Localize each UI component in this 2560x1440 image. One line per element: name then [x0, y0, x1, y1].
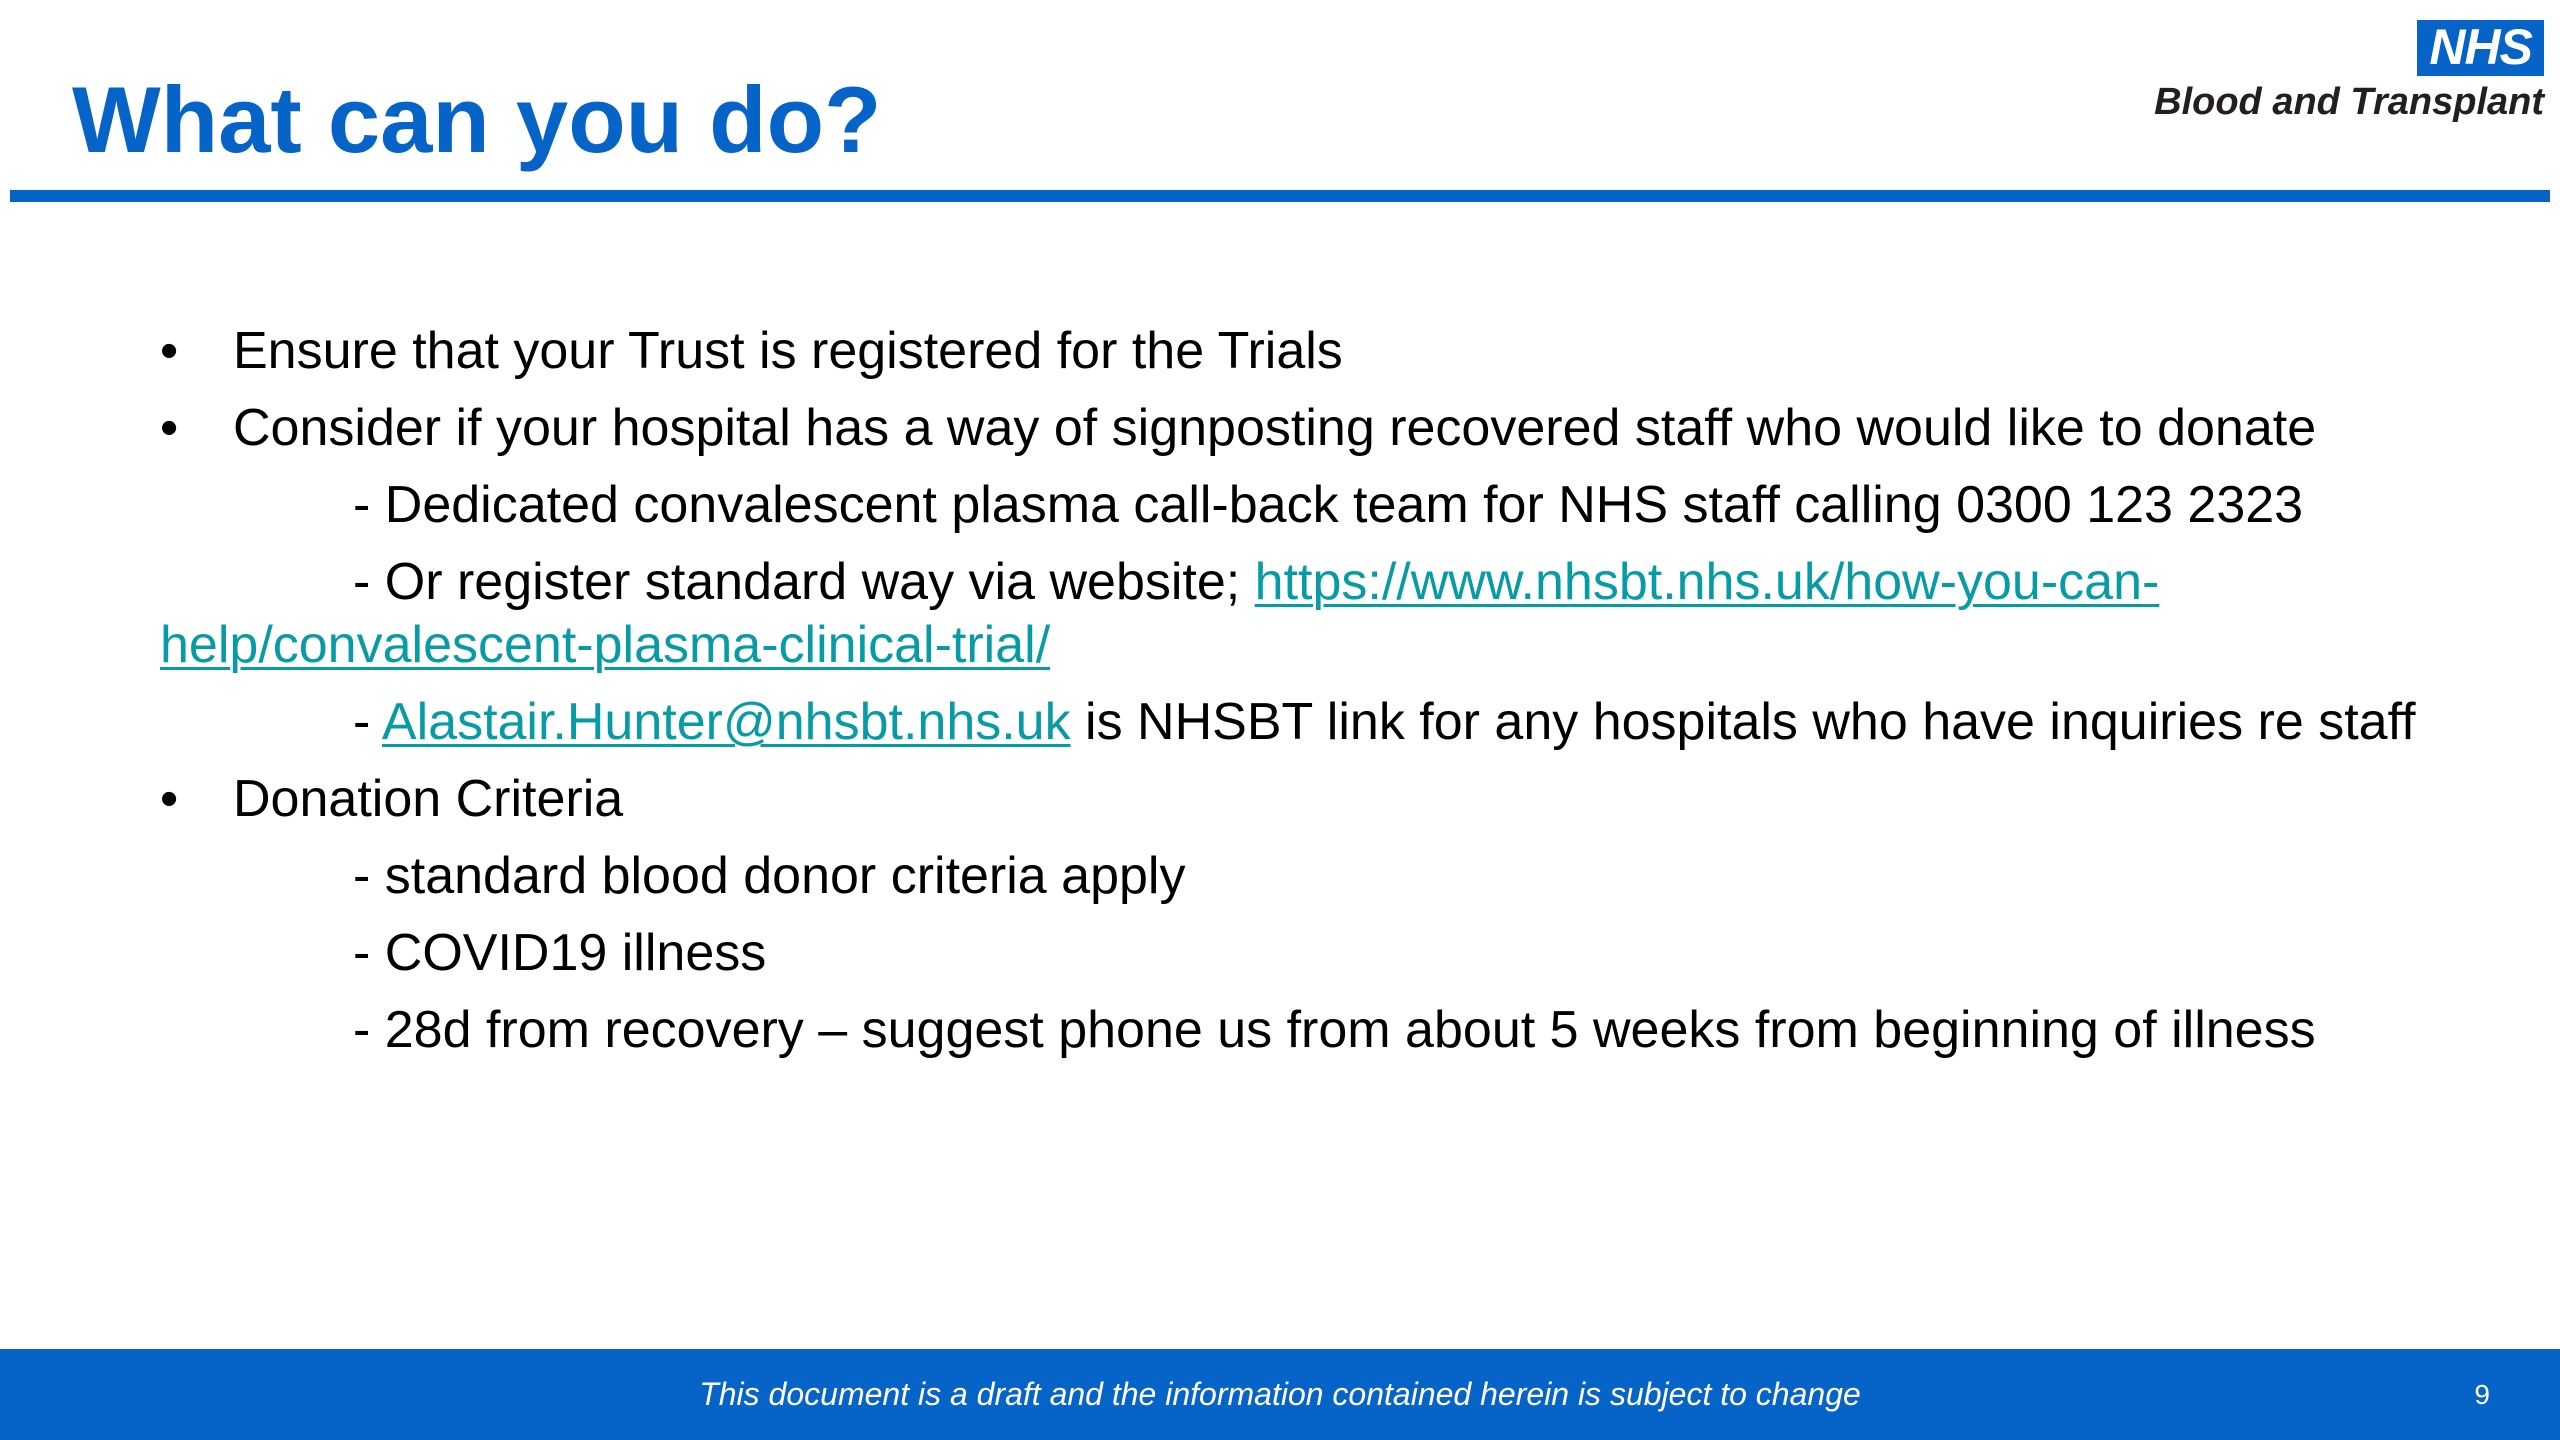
- plasma-trial-link-continued[interactable]: help/convalescent-plasma-clinical-trial/: [160, 616, 1051, 674]
- logo-subtitle: Blood and Transplant: [2154, 81, 2544, 123]
- bullet-item: [160, 761, 2560, 838]
- bullet-item: [160, 390, 2560, 467]
- bullet-text: Ensure that your Trust is registered for the Trials: [233, 322, 1343, 380]
- nhs-logo-badge: NHS: [2417, 20, 2544, 76]
- nhs-blood-and-transplant-logo: [2154, 20, 2544, 124]
- footer-bar: [0, 1349, 2560, 1440]
- bullet-text: Consider if your hospital has a way of signposting recovered staff who would like to donate: [233, 399, 2317, 457]
- sub-item: [353, 684, 2560, 761]
- page-number: 9: [2474, 1379, 2490, 1410]
- plasma-trial-link[interactable]: https://www.nhsbt.nhs.uk/how-you-can-: [1254, 553, 2160, 611]
- draft-disclaimer: This document is a draft and the information contained herein is subject to change: [699, 1376, 1861, 1412]
- sub-item: - standard blood donor criteria apply: [353, 847, 1186, 905]
- contact-email-link[interactable]: Alastair.Hunter@nhsbt.nhs.uk: [381, 693, 1071, 751]
- bullet-dot: •: [160, 399, 179, 457]
- slide-content: [160, 313, 2560, 1069]
- slide-title: What can you do?: [72, 67, 882, 172]
- sub-item: - Dedicated convalescent plasma call-back team for NHS staff calling 0300 123 2323: [353, 476, 2304, 534]
- bullet-dot: •: [160, 322, 179, 380]
- sub-item: - 28d from recovery – suggest phone us from about 5 weeks from beginning of illness: [353, 1001, 2316, 1059]
- sub-item-continuation: [160, 607, 2560, 684]
- sub-item: - COVID19 illness: [353, 924, 767, 982]
- title-divider: [10, 190, 2550, 202]
- bullet-text: Donation Criteria: [233, 770, 624, 828]
- sub-item-text: is NHSBT link for any hospitals who have inquiries re staff: [1070, 693, 2416, 751]
- bullet-dot: •: [160, 770, 179, 828]
- bullet-item: [160, 313, 2560, 390]
- sub-item-text: - Or register standard way via website;: [353, 553, 1255, 611]
- sub-item-text: -: [353, 693, 382, 751]
